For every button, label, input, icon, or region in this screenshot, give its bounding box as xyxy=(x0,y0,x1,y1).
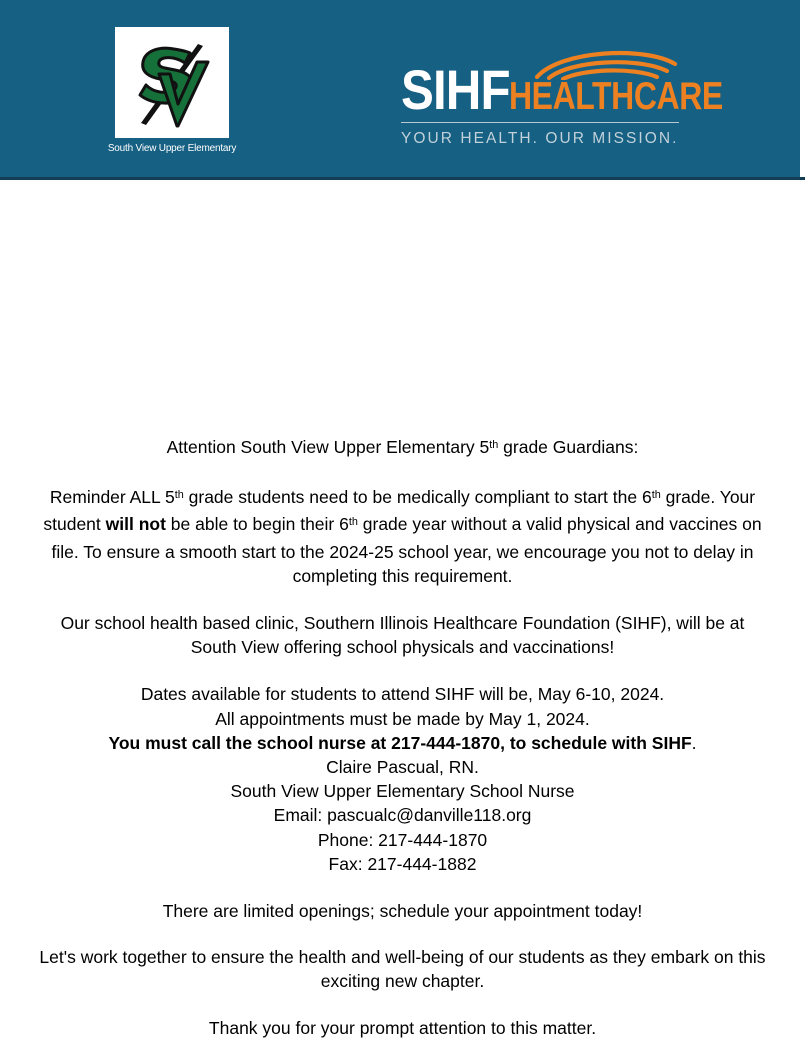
p1-superscript-2: th xyxy=(651,489,661,501)
p1-bold-will-not: will not xyxy=(105,514,166,535)
sihf-tagline: YOUR HEALTH. OUR MISSION. xyxy=(401,130,679,147)
spacer-4 xyxy=(36,876,769,899)
letter-dates-line: Dates available for students to attend SIHF will be, May 6-10, 2024. xyxy=(140,684,665,705)
page-header-banner xyxy=(0,0,805,180)
letter-deadline-line: All appointments must be made by May 1, 2024. xyxy=(215,708,590,729)
letter-nurse-title: South View Upper Elementary School Nurse xyxy=(230,781,575,802)
spacer-6 xyxy=(36,994,769,1016)
spacer-2 xyxy=(36,588,769,611)
call-line-after: . xyxy=(691,732,697,753)
spacer-top xyxy=(36,180,769,435)
greeting-after: grade Guardians: xyxy=(498,437,639,457)
letter-openings-line: There are limited openings; schedule your appointment today! xyxy=(162,901,643,922)
spacer-3 xyxy=(36,659,769,682)
letter-phone-line: Phone: 217-444-1870 xyxy=(317,829,488,850)
letter-paragraph-2: Our school health based clinic, Southern Illinois Healthcare Foundation (SIHF), will be at South View offering school physicals and vaccinations! xyxy=(60,613,745,658)
letter-thank-you-line: Thank you for your prompt attention to this matter. xyxy=(208,1017,597,1038)
letter-nurse-name: Claire Pascual, RN. xyxy=(326,757,479,778)
greeting-before: Attention South View Upper Elementary 5 xyxy=(166,437,490,457)
p1-part-4: be able to begin their 6 xyxy=(165,514,349,535)
p1-part-1: Reminder ALL 5 xyxy=(49,487,175,508)
letter-email-line: Email: pascualc@danville118.org xyxy=(273,805,532,826)
sihf-wordmark xyxy=(401,58,723,121)
p1-superscript-1: th xyxy=(174,489,184,501)
sihf-healthcare-logo xyxy=(401,42,723,148)
letter-body xyxy=(0,180,805,1040)
letter-greeting xyxy=(36,435,769,462)
spacer-5 xyxy=(36,923,769,945)
school-logo-box xyxy=(115,27,229,138)
greeting-superscript: th xyxy=(489,438,499,451)
sihf-primary-text: SIHF xyxy=(401,58,510,121)
p1-part-5: grade year without a valid physical and vaccines on file. To ensure a smooth start to the 2024-25 school year, we encourage you not to delay in completing this requirement. xyxy=(51,514,762,586)
p1-part-2: grade students need to be medically compliant to start the 6 xyxy=(183,487,652,508)
spacer-1 xyxy=(36,462,769,485)
letter-fax-line: Fax: 217-444-1882 xyxy=(328,853,477,874)
sihf-secondary-text: HEALTHCARE xyxy=(508,75,723,118)
p1-superscript-3: th xyxy=(348,516,358,529)
letter-paragraph-1 xyxy=(36,485,769,588)
school-logo-block xyxy=(107,27,237,154)
letter-call-line xyxy=(36,731,769,755)
letter-closing-paragraph: Let's work together to ensure the health and well-being of our students as they embark on this exciting new chapter. xyxy=(39,947,766,992)
p1-part-3: grade. Your student xyxy=(43,487,756,535)
school-logo-caption: South View Upper Elementary xyxy=(107,143,237,154)
header-right-margin xyxy=(800,0,805,180)
south-view-sv-monogram-icon xyxy=(115,27,229,138)
call-line-bold: You must call the school nurse at 217-444-1870, to schedule with SIHF xyxy=(108,732,692,753)
